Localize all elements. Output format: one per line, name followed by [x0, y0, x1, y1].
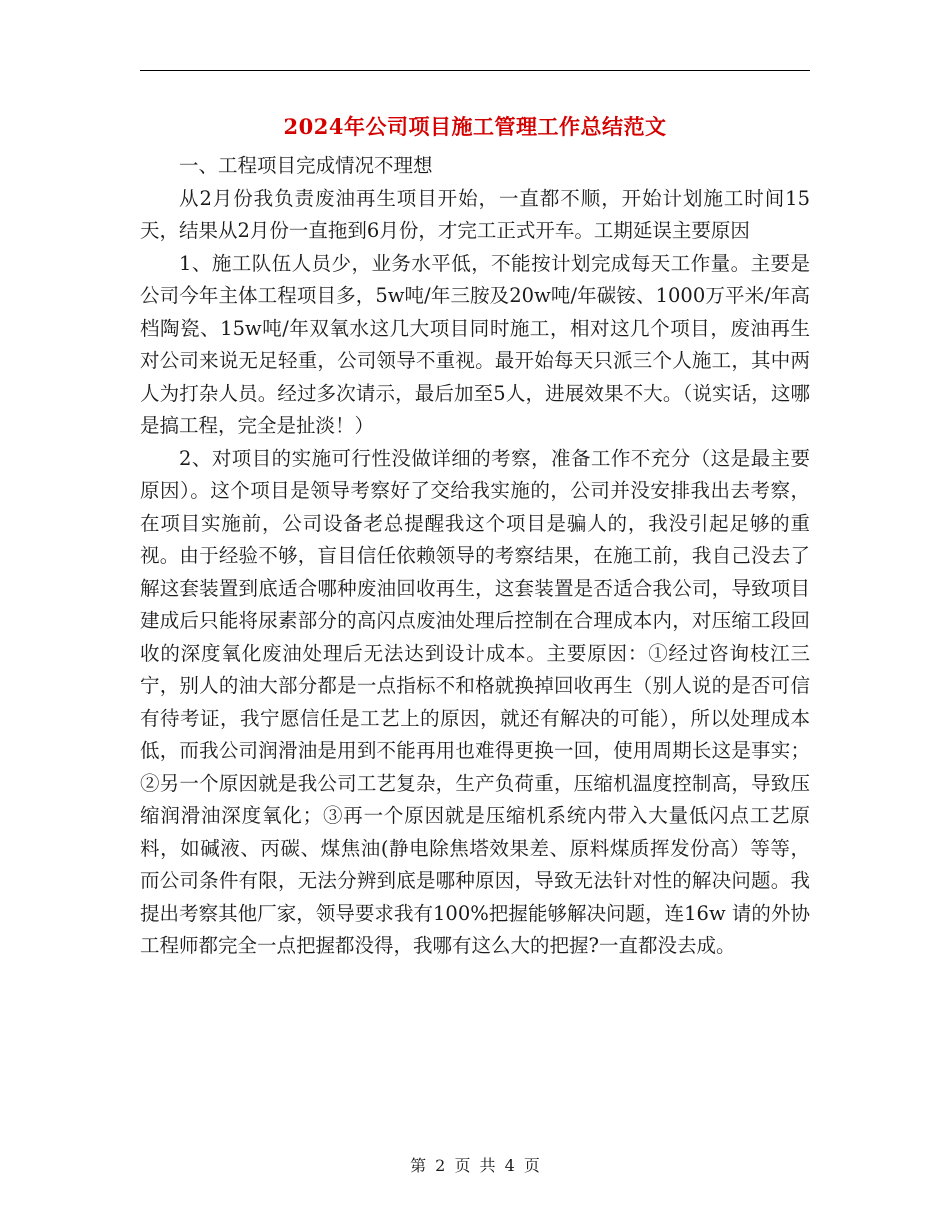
document-title: 2024年公司项目施工管理工作总结范文 [283, 114, 667, 139]
section-heading: 一、工程项目完成情况不理想 [179, 154, 433, 177]
header-rule [140, 70, 810, 71]
paragraph: 从2月份我负责废油再生项目开始，一直都不顺，开始计划施工时间15天，结果从2月份一直拖到6月份，才完工正式开车。工期延误主要原因 [140, 186, 810, 242]
paragraph: 2、对项目的实施可行性没做详细的考察，准备工作不充分（这是最主要原因）。这个项目是领导考察好了交给我实施的，公司并没安排我出去考察，在项目实施前，公司设备老总提醒我这个项目是骗人的，我没引起足够的重视。由于经验不够，盲目信任依赖领导的考察结果，在施工前，我自己没去了解这套装置到底适合哪种废油回收再生，这套装置是否适合我公司，导致项目建成后只能将尿素部分的高闪点废油处理后控制在合理成本内，对压缩工段回收的深度氧化废油处理后无法达到设计成本。主要原因：①经过咨询枝江三宁，别人的油大部分都是一点指标不和格就换掉回收再生（别人说的是否可信有待考证，我宁愿信任是工艺上的原因，就还有解决的可能），所以处理成本低，而我公司润滑油是用到不能再用也难得更换一回，使用周期长这是事实；②另一个原因就是我公司工艺复杂，生产负荷重，压缩机温度控制高，导致压缩润滑油深度氧化；③再一个原因就是压缩机系统内带入大量低闪点工艺原料，如碱液、丙碳、煤焦油(静电除焦塔效果差、原料煤质挥发份高）等等，而公司条件有限，无法分辨到底是哪种原因，导致无法针对性的解决问题。我提出考察其他厂家，领导要求我有100%把握能够解决问题，连16w 请的外协工程师都完全一点把握都没得，我哪有这么大的把握?一直都没去成。 [140, 446, 810, 957]
page-number-footer: 第 2 页 共 4 页 [410, 1156, 540, 1175]
document-body [140, 150, 810, 963]
paragraph: 1、施工队伍人员少，业务水平低，不能按计划完成每天工作量。主要是公司今年主体工程项目多，5w吨/年三胺及20w吨/年碳铵、1000万平米/年高档陶瓷、15w吨/年双氧水这几大项目同时施工，相对这几个项目，废油再生对公司来说无足轻重，公司领导不重视。最开始每天只派三个人施工，其中两人为打杂人员。经过多次请示，最后加至5人，进展效果不大。（说实话，这哪是搞工程，完全是扯淡！） [140, 251, 810, 437]
